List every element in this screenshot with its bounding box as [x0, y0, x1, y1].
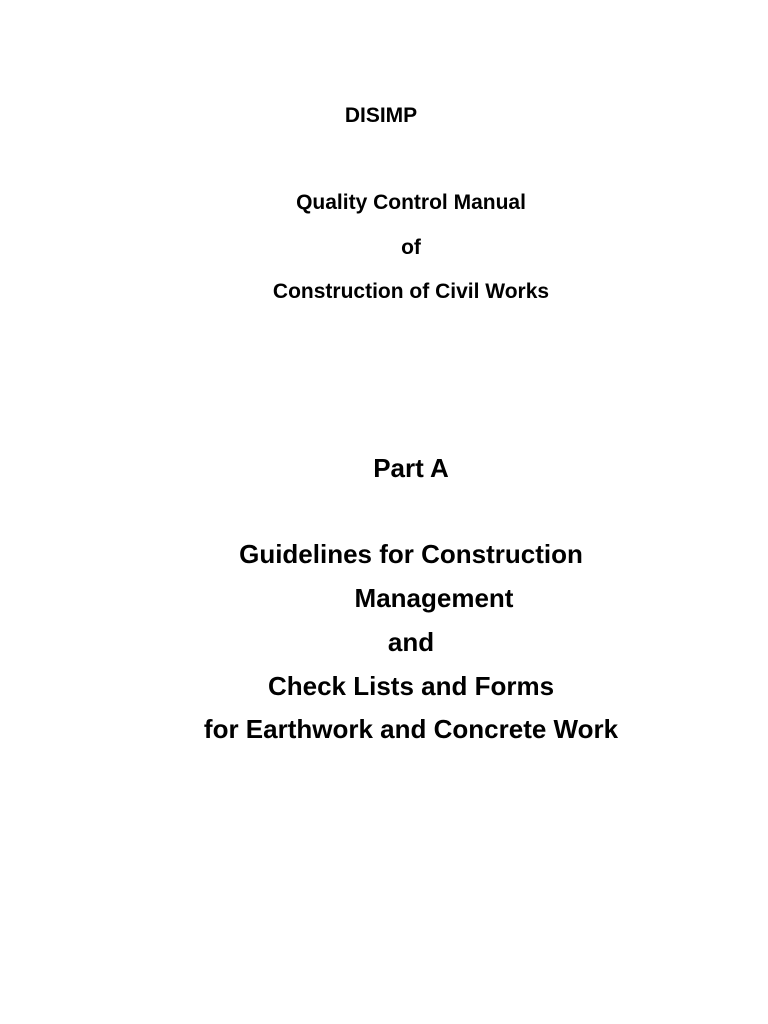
part-heading: Part A [373, 453, 449, 483]
organization-name: DISIMP [344, 104, 418, 127]
part-title-line-2: Management [354, 583, 514, 613]
part-title-line-3: and [387, 627, 435, 657]
part-title-line-4: Check Lists and Forms [267, 671, 555, 701]
manual-title-line-2: of [401, 236, 421, 259]
part-title-line-5: for Earthwork and Concrete Work [203, 714, 619, 744]
manual-title-line-3: Construction of Civil Works [272, 280, 550, 303]
manual-title-line-1: Quality Control Manual [296, 191, 526, 214]
part-title-line-1: Guidelines for Construction [239, 539, 583, 569]
